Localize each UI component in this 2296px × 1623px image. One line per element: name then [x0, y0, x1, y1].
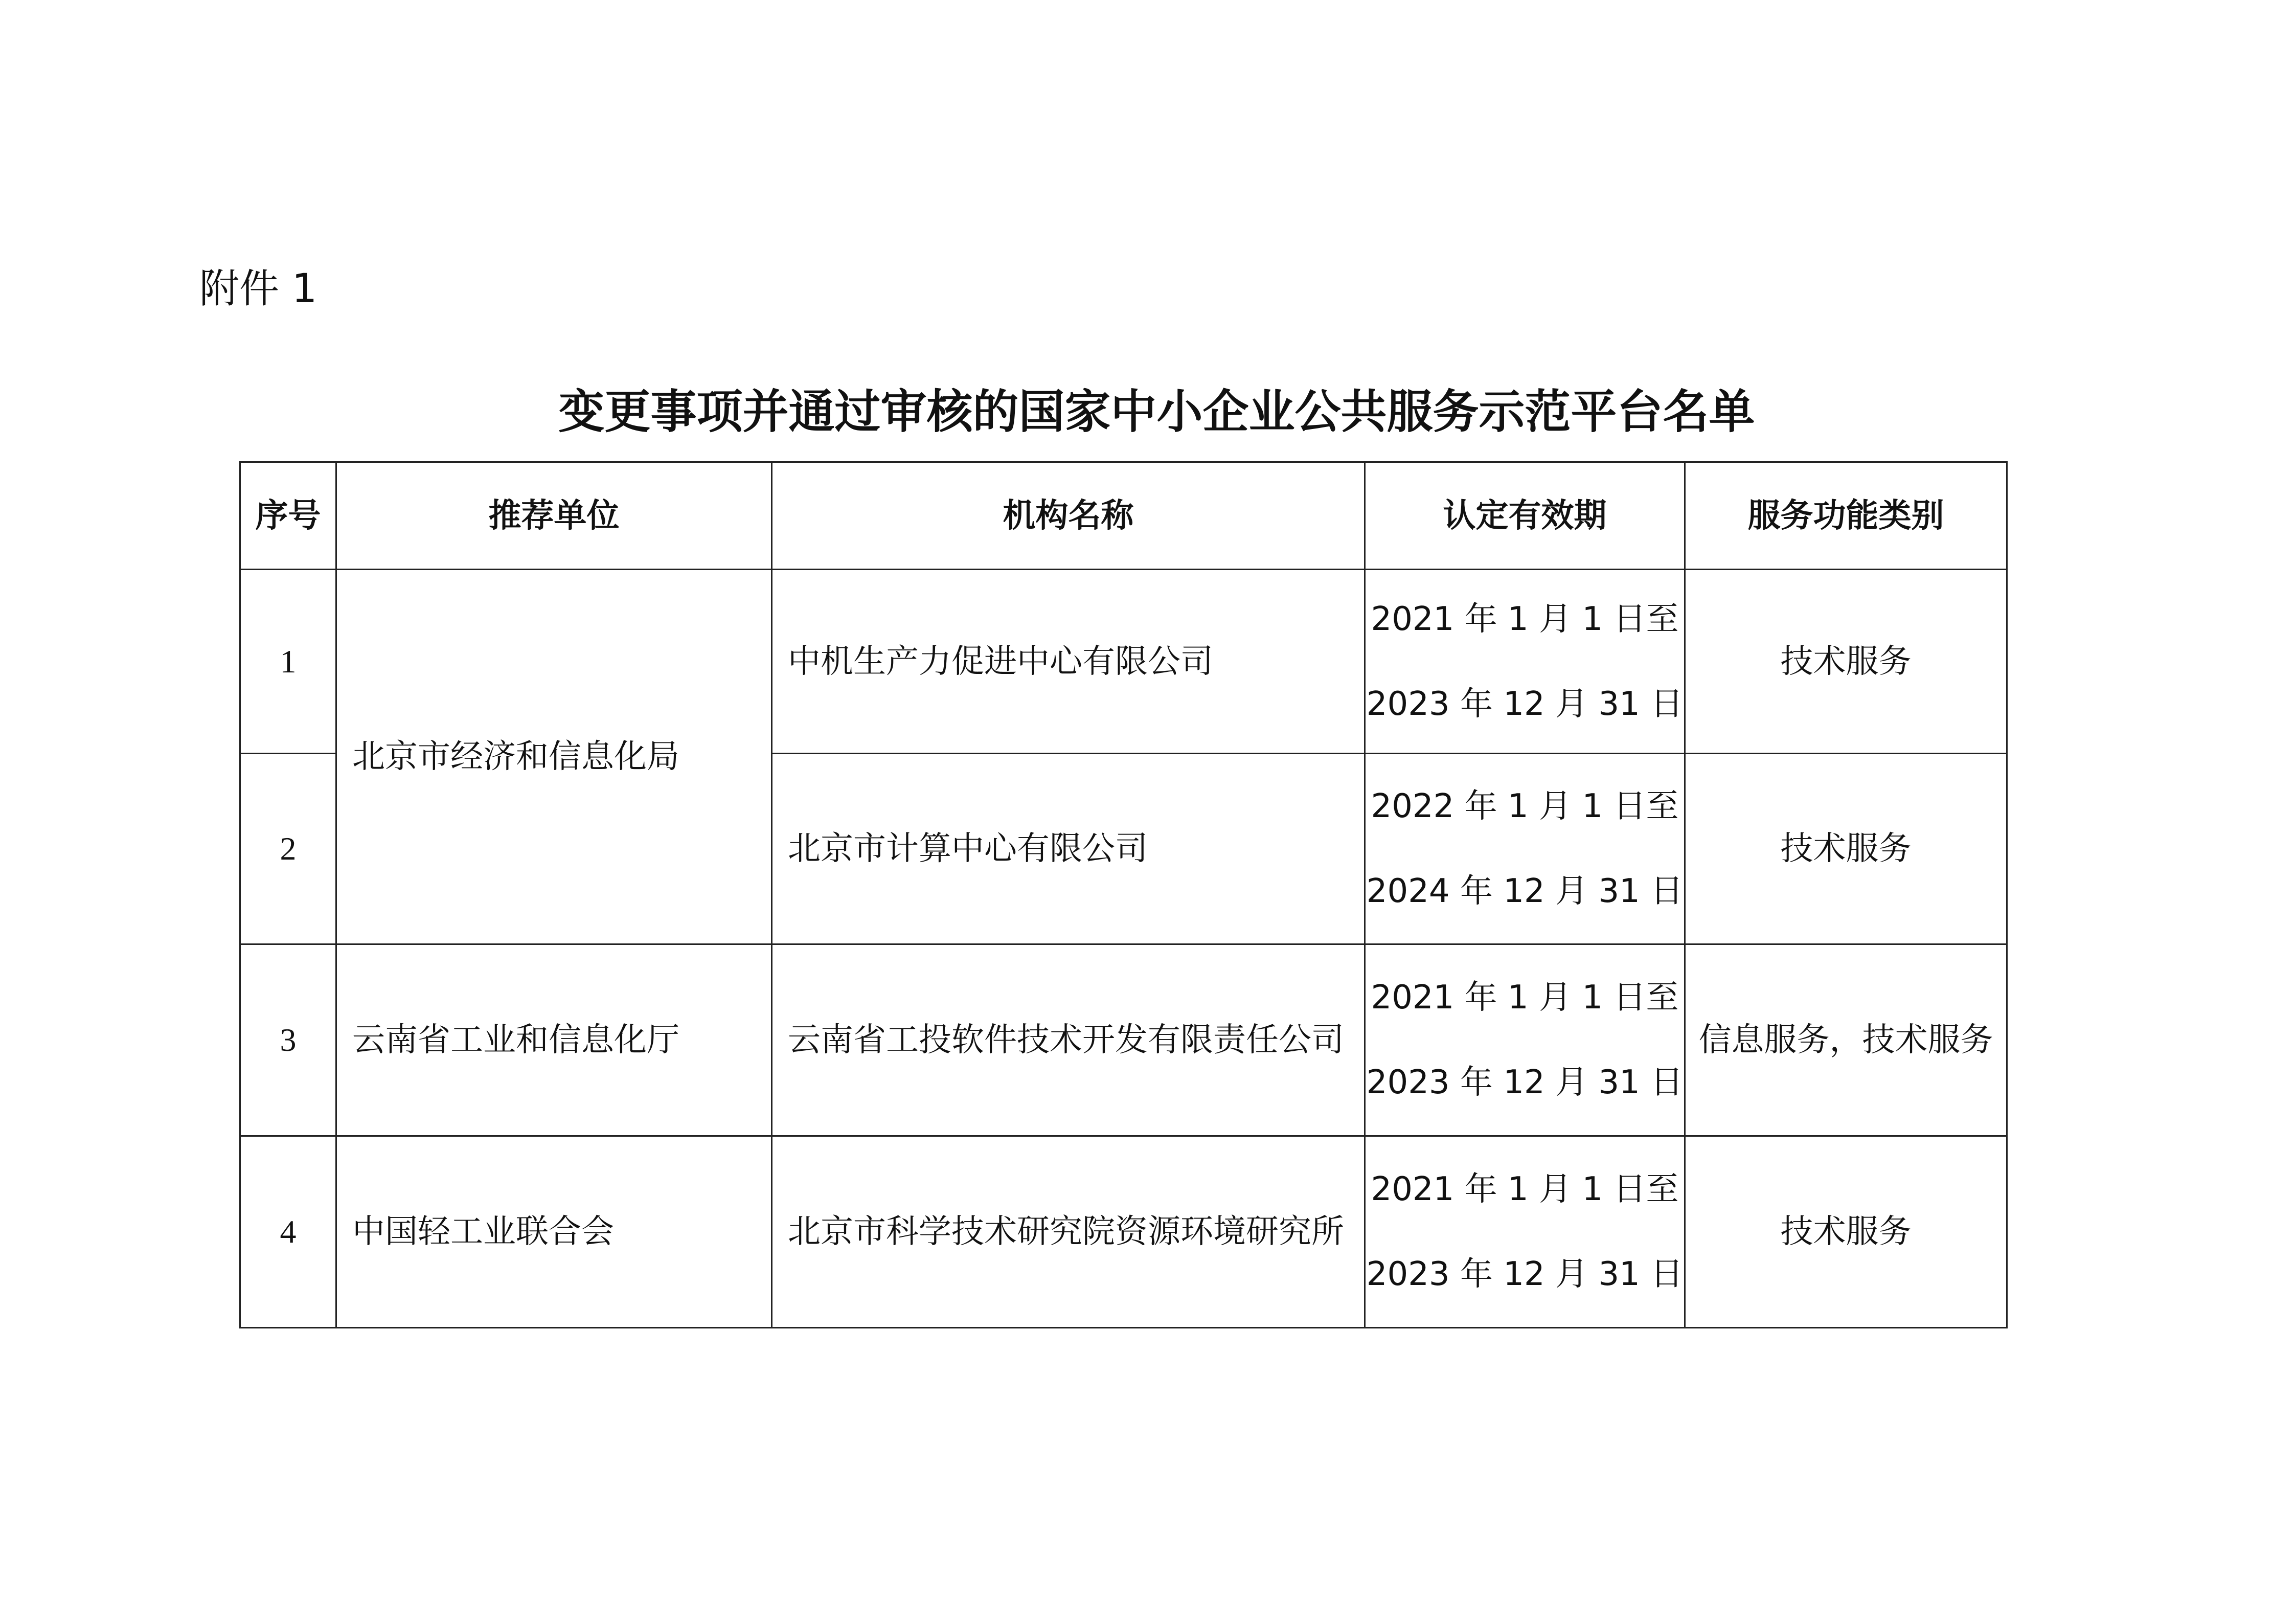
row-org: 中机生产力促进中心有限公司	[772, 570, 1365, 754]
row-unit: 北京市经济和信息化局	[336, 570, 772, 944]
row-org: 北京市计算中心有限公司	[772, 754, 1365, 944]
row-index: 2	[240, 754, 336, 944]
period-end: 2023 年 12 月 31 日	[1366, 685, 1684, 723]
header-category: 服务功能类别	[1685, 462, 2007, 570]
period-end: 2024 年 12 月 31 日	[1366, 872, 1684, 910]
period-start: 2021 年 1 月 1 日至	[1371, 1170, 1679, 1208]
header-org: 机构名称	[772, 462, 1365, 570]
row-unit: 中国轻工业联合会	[336, 1136, 772, 1328]
period-start: 2021 年 1 月 1 日至	[1371, 979, 1679, 1017]
table-row	[240, 944, 2007, 1136]
header-index: 序号	[240, 462, 336, 570]
row-period	[1365, 754, 1685, 944]
attachment-label: 附件 1	[199, 266, 317, 312]
row-unit: 云南省工业和信息化厅	[336, 944, 772, 1136]
row-period	[1365, 1136, 1685, 1328]
row-org: 北京市科学技术研究院资源环境研究所	[772, 1136, 1365, 1328]
header-unit: 推荐单位	[336, 462, 772, 570]
period-start: 2021 年 1 月 1 日至	[1371, 600, 1679, 638]
table-row	[240, 1136, 2007, 1328]
row-category: 技术服务	[1685, 754, 2007, 944]
period-end: 2023 年 12 月 31 日	[1366, 1064, 1684, 1101]
table-row	[240, 570, 2007, 754]
header-period: 认定有效期	[1365, 462, 1685, 570]
period-end: 2023 年 12 月 31 日	[1366, 1255, 1684, 1293]
platform-list-table	[239, 461, 2008, 1328]
row-period	[1365, 944, 1685, 1136]
row-index: 1	[240, 570, 336, 754]
table-header-row	[240, 462, 2007, 570]
row-index: 4	[240, 1136, 336, 1328]
row-category: 信息服务，技术服务	[1685, 944, 2007, 1136]
row-category: 技术服务	[1685, 570, 2007, 754]
period-start: 2022 年 1 月 1 日至	[1371, 787, 1679, 825]
row-index: 3	[240, 944, 336, 1136]
document-title: 变更事项并通过审核的国家中小企业公共服务示范平台名单	[558, 385, 1755, 439]
row-category: 技术服务	[1685, 1136, 2007, 1328]
row-org: 云南省工投软件技术开发有限责任公司	[772, 944, 1365, 1136]
row-period	[1365, 570, 1685, 754]
